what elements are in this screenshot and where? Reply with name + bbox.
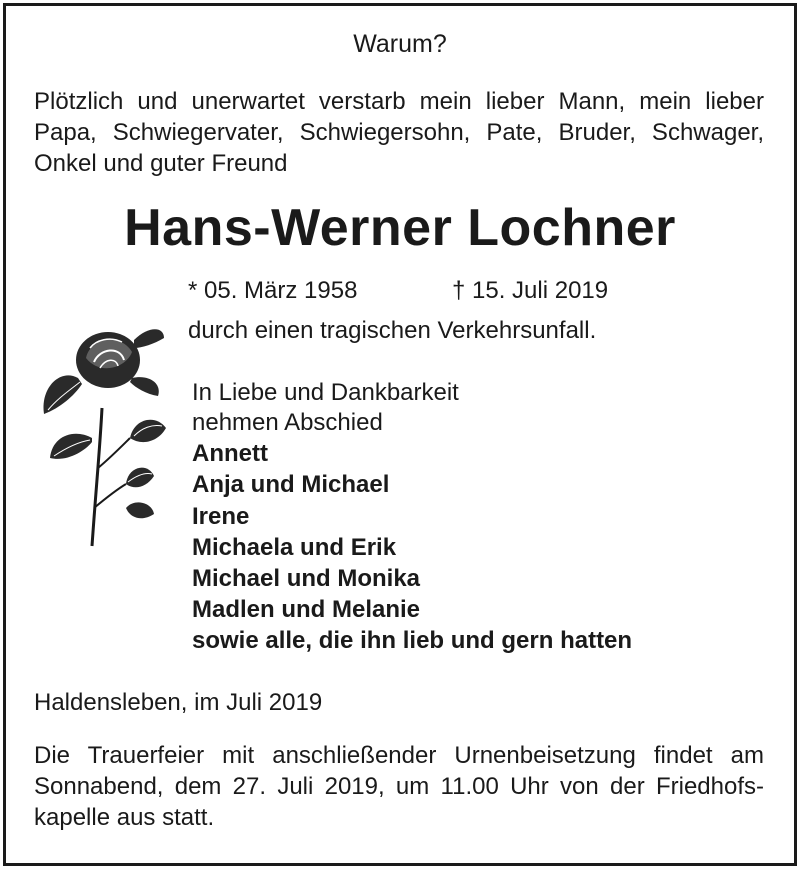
place-date: Haldensleben, im Juli 2019: [34, 689, 323, 716]
death-date: † 15. Juli 2019: [452, 277, 609, 304]
notice-heading: Warum?: [353, 30, 447, 58]
rose-icon: [30, 318, 170, 548]
mourner-name: Anja und Michael: [192, 471, 390, 498]
funeral-notice: Die Trauerfeier mit anschließender Urnenbeisetzung findet am Sonnabend, dem 27. Juli 2019, um 11.00 Uhr von der Friedhofs-kapelle aus statt.: [34, 742, 764, 831]
mourner-name: Irene: [192, 503, 250, 530]
mourners-intro-line-1: In Liebe und Dankbarkeit: [192, 379, 459, 406]
cause-text: durch einen tragischen Verkehrsunfall.: [188, 317, 597, 344]
birth-date: * 05. März 1958: [188, 277, 358, 304]
mourner-name: Madlen und Melanie: [192, 596, 421, 623]
mourner-name: Michaela und Erik: [192, 534, 397, 561]
mourners-intro-line-2: nehmen Abschied: [192, 409, 383, 436]
intro-text: Plötzlich und unerwartet verstarb mein lieber Mann, mein lieber Papa, Schwiegervater, Schwiegersohn, Pate, Bruder, Schwager, Onkel und guter Freund: [34, 88, 764, 177]
deceased-name: Hans-Werner Lochner: [124, 199, 676, 257]
mourner-name: Annett: [192, 440, 268, 467]
mourner-name: Michael und Monika: [192, 565, 421, 592]
mourner-closing: sowie alle, die ihn lieb und gern hatten: [192, 627, 633, 654]
